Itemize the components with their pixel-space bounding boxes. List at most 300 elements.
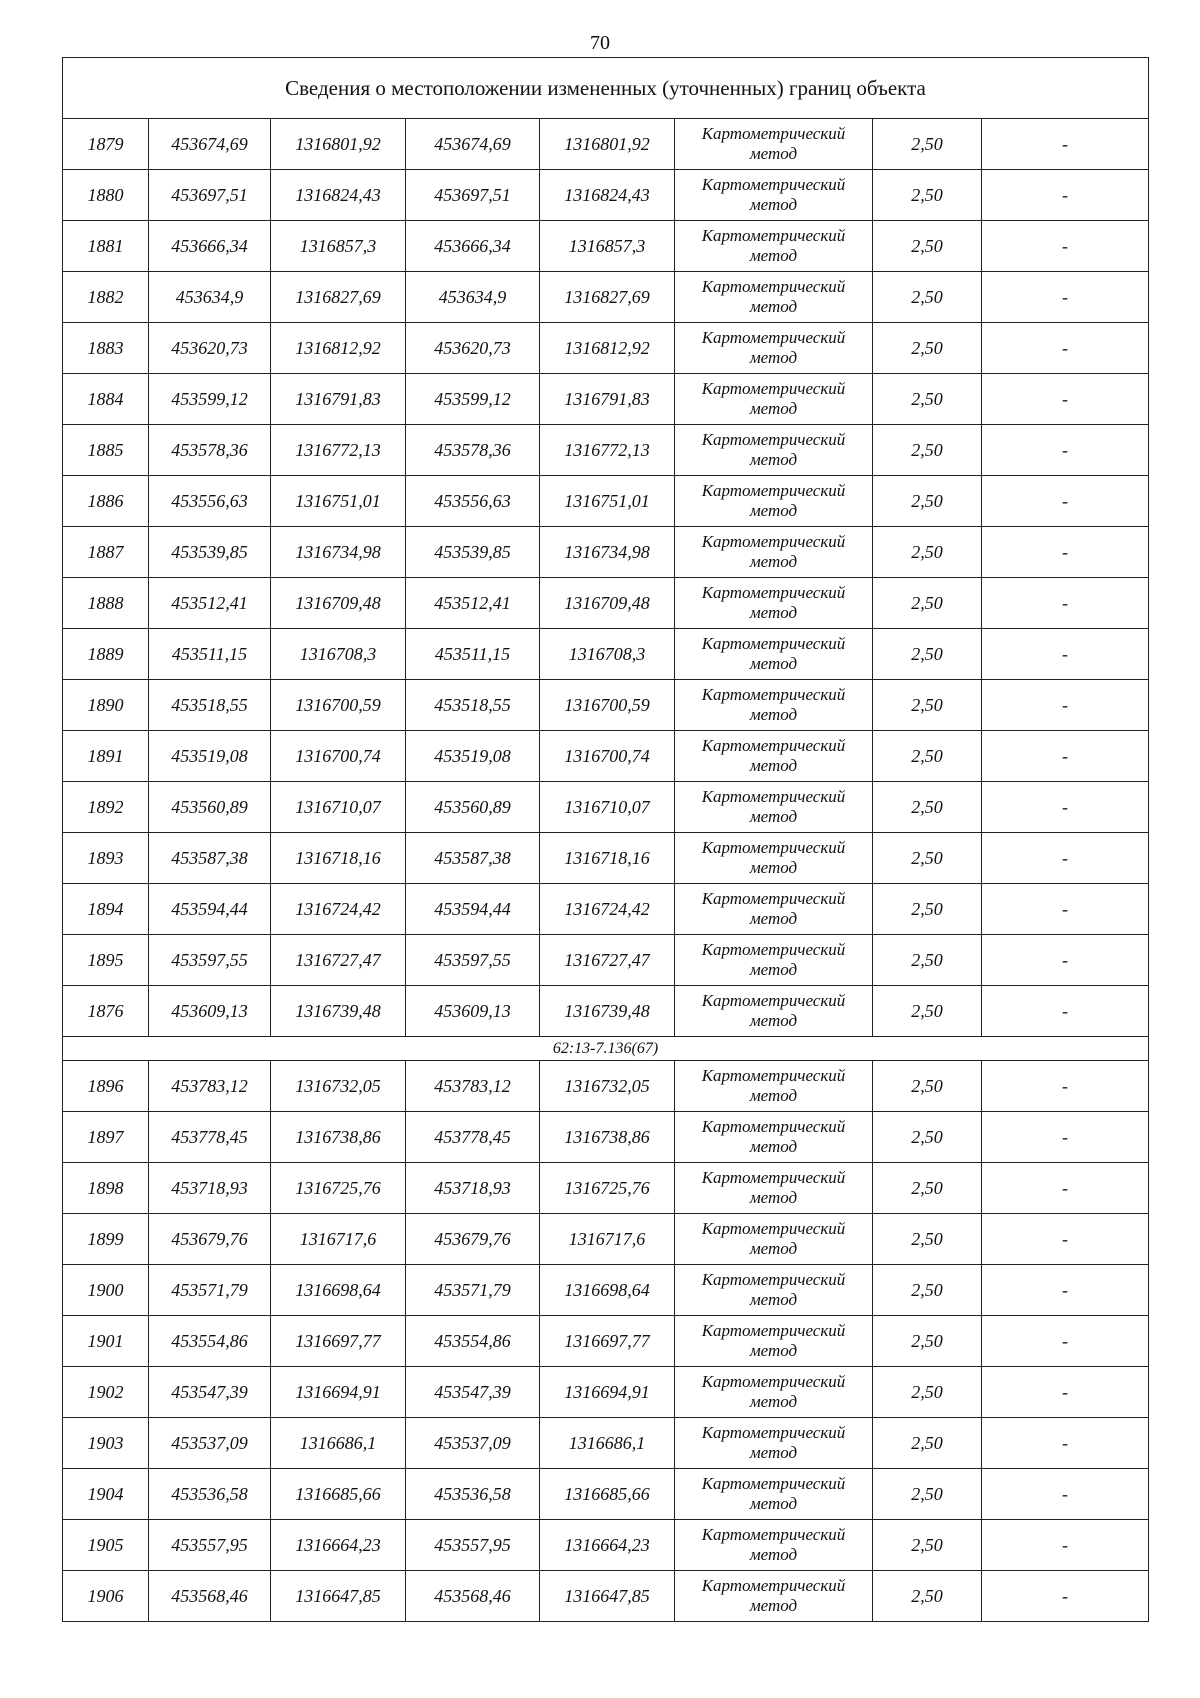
method-line-2: метод	[749, 858, 798, 877]
note-cell: -	[982, 1469, 1149, 1520]
y-new-cell: 1316732,05	[540, 1061, 675, 1112]
point-number-cell: 1896	[63, 1061, 149, 1112]
note-cell: -	[982, 1265, 1149, 1316]
y-new-cell: 1316727,47	[540, 935, 675, 986]
x-new-cell: 453778,45	[406, 1112, 540, 1163]
method-line-2: метод	[749, 654, 798, 673]
method-cell	[675, 476, 873, 527]
table-row	[63, 1418, 1149, 1469]
method-line-1: Картометрический	[701, 940, 846, 959]
point-number-cell: 1876	[63, 986, 149, 1037]
x-old-cell: 453578,36	[149, 425, 271, 476]
table-row	[63, 1316, 1149, 1367]
x-new-cell: 453620,73	[406, 323, 540, 374]
method-cell	[675, 629, 873, 680]
x-new-cell: 453511,15	[406, 629, 540, 680]
x-new-cell: 453557,95	[406, 1520, 540, 1571]
note-cell: -	[982, 1214, 1149, 1265]
method-line-1: Картометрический	[701, 1117, 846, 1136]
point-number-cell: 1881	[63, 221, 149, 272]
method-cell	[675, 119, 873, 170]
y-new-cell: 1316718,16	[540, 833, 675, 884]
point-number-cell: 1885	[63, 425, 149, 476]
method-line-2: метод	[749, 552, 798, 571]
method-cell	[675, 1367, 873, 1418]
x-old-cell: 453718,93	[149, 1163, 271, 1214]
x-old-cell: 453512,41	[149, 578, 271, 629]
y-new-cell: 1316647,85	[540, 1571, 675, 1622]
y-new-cell: 1316710,07	[540, 782, 675, 833]
x-new-cell: 453518,55	[406, 680, 540, 731]
method-line-1: Картометрический	[701, 430, 846, 449]
x-old-cell: 453560,89	[149, 782, 271, 833]
method-line-2: метод	[749, 807, 798, 826]
x-old-cell: 453537,09	[149, 1418, 271, 1469]
method-line-1: Картометрический	[701, 532, 846, 551]
table-row	[63, 935, 1149, 986]
method-line-1: Картометрический	[701, 1321, 846, 1340]
method-cell	[675, 833, 873, 884]
y-new-cell: 1316734,98	[540, 527, 675, 578]
note-cell: -	[982, 629, 1149, 680]
table-row	[63, 119, 1149, 170]
method-line-2: метод	[749, 1011, 798, 1030]
note-cell: -	[982, 527, 1149, 578]
note-cell: -	[982, 323, 1149, 374]
note-cell: -	[982, 272, 1149, 323]
y-old-cell: 1316685,66	[271, 1469, 406, 1520]
note-cell: -	[982, 1163, 1149, 1214]
note-cell: -	[982, 170, 1149, 221]
method-cell	[675, 1469, 873, 1520]
y-new-cell: 1316772,13	[540, 425, 675, 476]
method-cell	[675, 1061, 873, 1112]
y-old-cell: 1316698,64	[271, 1265, 406, 1316]
method-line-2: метод	[749, 297, 798, 316]
y-new-cell: 1316739,48	[540, 986, 675, 1037]
y-old-cell: 1316827,69	[271, 272, 406, 323]
x-old-cell: 453783,12	[149, 1061, 271, 1112]
y-new-cell: 1316708,3	[540, 629, 675, 680]
method-cell	[675, 1214, 873, 1265]
x-new-cell: 453547,39	[406, 1367, 540, 1418]
method-line-2: метод	[749, 1545, 798, 1564]
table-row	[63, 221, 1149, 272]
x-old-cell: 453557,95	[149, 1520, 271, 1571]
point-number-cell: 1900	[63, 1265, 149, 1316]
accuracy-cell: 2,50	[873, 527, 982, 578]
x-old-cell: 453594,44	[149, 884, 271, 935]
x-new-cell: 453783,12	[406, 1061, 540, 1112]
x-old-cell: 453697,51	[149, 170, 271, 221]
method-line-1: Картометрический	[701, 634, 846, 653]
method-line-1: Картометрический	[701, 1474, 846, 1493]
point-number-cell: 1889	[63, 629, 149, 680]
x-old-cell: 453568,46	[149, 1571, 271, 1622]
y-old-cell: 1316812,92	[271, 323, 406, 374]
point-number-cell: 1895	[63, 935, 149, 986]
accuracy-cell: 2,50	[873, 680, 982, 731]
point-number-cell: 1887	[63, 527, 149, 578]
y-new-cell: 1316751,01	[540, 476, 675, 527]
x-new-cell: 453587,38	[406, 833, 540, 884]
method-line-1: Картометрический	[701, 838, 846, 857]
method-line-1: Картометрический	[701, 1270, 846, 1289]
accuracy-cell: 2,50	[873, 119, 982, 170]
accuracy-cell: 2,50	[873, 170, 982, 221]
y-old-cell: 1316772,13	[271, 425, 406, 476]
point-number-cell: 1888	[63, 578, 149, 629]
accuracy-cell: 2,50	[873, 1112, 982, 1163]
y-new-cell: 1316801,92	[540, 119, 675, 170]
x-new-cell: 453634,9	[406, 272, 540, 323]
note-cell: -	[982, 1520, 1149, 1571]
note-cell: -	[982, 884, 1149, 935]
table-title-row	[63, 58, 1149, 119]
note-cell: -	[982, 1061, 1149, 1112]
accuracy-cell: 2,50	[873, 476, 982, 527]
method-cell	[675, 986, 873, 1037]
method-line-2: метод	[749, 399, 798, 418]
accuracy-cell: 2,50	[873, 833, 982, 884]
point-number-cell: 1879	[63, 119, 149, 170]
method-line-2: метод	[749, 1290, 798, 1309]
y-old-cell: 1316824,43	[271, 170, 406, 221]
note-cell: -	[982, 986, 1149, 1037]
method-cell	[675, 1265, 873, 1316]
y-new-cell: 1316724,42	[540, 884, 675, 935]
point-number-cell: 1894	[63, 884, 149, 935]
y-new-cell: 1316812,92	[540, 323, 675, 374]
table-row	[63, 1571, 1149, 1622]
y-old-cell: 1316718,16	[271, 833, 406, 884]
x-new-cell: 453594,44	[406, 884, 540, 935]
x-old-cell: 453518,55	[149, 680, 271, 731]
table-row	[63, 680, 1149, 731]
accuracy-cell: 2,50	[873, 425, 982, 476]
table-row	[63, 578, 1149, 629]
y-new-cell: 1316694,91	[540, 1367, 675, 1418]
method-line-2: метод	[749, 348, 798, 367]
table-row	[63, 425, 1149, 476]
method-line-2: метод	[749, 1188, 798, 1207]
y-new-cell: 1316827,69	[540, 272, 675, 323]
y-new-cell: 1316686,1	[540, 1418, 675, 1469]
table-row	[63, 1061, 1149, 1112]
method-line-1: Картометрический	[701, 328, 846, 347]
note-cell: -	[982, 221, 1149, 272]
y-old-cell: 1316751,01	[271, 476, 406, 527]
method-line-1: Картометрический	[701, 1219, 846, 1238]
table-row	[63, 527, 1149, 578]
method-cell	[675, 170, 873, 221]
section-label: 62:13-7.136(67)	[63, 1037, 1149, 1061]
method-line-1: Картометрический	[701, 226, 846, 245]
y-old-cell: 1316732,05	[271, 1061, 406, 1112]
method-line-2: метод	[749, 144, 798, 163]
point-number-cell: 1884	[63, 374, 149, 425]
x-old-cell: 453539,85	[149, 527, 271, 578]
y-old-cell: 1316700,59	[271, 680, 406, 731]
y-old-cell: 1316734,98	[271, 527, 406, 578]
note-cell: -	[982, 119, 1149, 170]
note-cell: -	[982, 425, 1149, 476]
method-line-1: Картометрический	[701, 685, 846, 704]
point-number-cell: 1899	[63, 1214, 149, 1265]
table-row	[63, 782, 1149, 833]
y-old-cell: 1316710,07	[271, 782, 406, 833]
y-new-cell: 1316698,64	[540, 1265, 675, 1316]
accuracy-cell: 2,50	[873, 578, 982, 629]
accuracy-cell: 2,50	[873, 272, 982, 323]
y-old-cell: 1316700,74	[271, 731, 406, 782]
x-old-cell: 453634,9	[149, 272, 271, 323]
x-new-cell: 453679,76	[406, 1214, 540, 1265]
x-new-cell: 453597,55	[406, 935, 540, 986]
y-old-cell: 1316724,42	[271, 884, 406, 935]
method-line-1: Картометрический	[701, 481, 846, 500]
table-title: Сведения о местоположении измененных (уточненных) границ объекта	[63, 58, 1149, 119]
point-number-cell: 1882	[63, 272, 149, 323]
point-number-cell: 1891	[63, 731, 149, 782]
y-new-cell: 1316700,59	[540, 680, 675, 731]
y-old-cell: 1316664,23	[271, 1520, 406, 1571]
x-old-cell: 453587,38	[149, 833, 271, 884]
method-cell	[675, 1316, 873, 1367]
boundary-coordinates-table	[62, 57, 1149, 1622]
note-cell: -	[982, 680, 1149, 731]
x-old-cell: 453554,86	[149, 1316, 271, 1367]
y-old-cell: 1316738,86	[271, 1112, 406, 1163]
x-new-cell: 453512,41	[406, 578, 540, 629]
accuracy-cell: 2,50	[873, 1418, 982, 1469]
x-new-cell: 453674,69	[406, 119, 540, 170]
method-line-1: Картометрический	[701, 991, 846, 1010]
method-line-2: метод	[749, 1443, 798, 1462]
note-cell: -	[982, 782, 1149, 833]
method-cell	[675, 1520, 873, 1571]
table-row	[63, 833, 1149, 884]
method-cell	[675, 1112, 873, 1163]
method-line-1: Картометрический	[701, 583, 846, 602]
point-number-cell: 1883	[63, 323, 149, 374]
x-old-cell: 453778,45	[149, 1112, 271, 1163]
method-line-1: Картометрический	[701, 175, 846, 194]
y-old-cell: 1316791,83	[271, 374, 406, 425]
method-cell	[675, 527, 873, 578]
method-line-2: метод	[749, 1341, 798, 1360]
y-old-cell: 1316727,47	[271, 935, 406, 986]
method-line-2: метод	[749, 501, 798, 520]
point-number-cell: 1890	[63, 680, 149, 731]
x-old-cell: 453597,55	[149, 935, 271, 986]
accuracy-cell: 2,50	[873, 1163, 982, 1214]
accuracy-cell: 2,50	[873, 221, 982, 272]
method-line-2: метод	[749, 246, 798, 265]
x-new-cell: 453697,51	[406, 170, 540, 221]
x-old-cell: 453536,58	[149, 1469, 271, 1520]
method-line-2: метод	[749, 756, 798, 775]
method-line-1: Картометрический	[701, 889, 846, 908]
x-new-cell: 453666,34	[406, 221, 540, 272]
accuracy-cell: 2,50	[873, 1367, 982, 1418]
y-new-cell: 1316685,66	[540, 1469, 675, 1520]
note-cell: -	[982, 935, 1149, 986]
point-number-cell: 1880	[63, 170, 149, 221]
table-row	[63, 731, 1149, 782]
x-old-cell: 453571,79	[149, 1265, 271, 1316]
method-line-2: метод	[749, 603, 798, 622]
point-number-cell: 1906	[63, 1571, 149, 1622]
method-line-2: метод	[749, 1596, 798, 1615]
point-number-cell: 1897	[63, 1112, 149, 1163]
table-row	[63, 884, 1149, 935]
y-new-cell: 1316709,48	[540, 578, 675, 629]
accuracy-cell: 2,50	[873, 1316, 982, 1367]
table-row	[63, 1469, 1149, 1520]
x-old-cell: 453511,15	[149, 629, 271, 680]
x-new-cell: 453560,89	[406, 782, 540, 833]
method-line-1: Картометрический	[701, 1525, 846, 1544]
method-line-2: метод	[749, 960, 798, 979]
y-old-cell: 1316725,76	[271, 1163, 406, 1214]
x-old-cell: 453679,76	[149, 1214, 271, 1265]
table-row	[63, 476, 1149, 527]
y-old-cell: 1316717,6	[271, 1214, 406, 1265]
accuracy-cell: 2,50	[873, 374, 982, 425]
y-old-cell: 1316708,3	[271, 629, 406, 680]
note-cell: -	[982, 1112, 1149, 1163]
y-new-cell: 1316725,76	[540, 1163, 675, 1214]
y-old-cell: 1316697,77	[271, 1316, 406, 1367]
table-body	[63, 58, 1149, 1622]
point-number-cell: 1886	[63, 476, 149, 527]
point-number-cell: 1904	[63, 1469, 149, 1520]
method-cell	[675, 731, 873, 782]
accuracy-cell: 2,50	[873, 731, 982, 782]
note-cell: -	[982, 1367, 1149, 1418]
method-cell	[675, 323, 873, 374]
method-line-2: метод	[749, 195, 798, 214]
method-cell	[675, 935, 873, 986]
accuracy-cell: 2,50	[873, 1571, 982, 1622]
x-new-cell: 453556,63	[406, 476, 540, 527]
y-new-cell: 1316664,23	[540, 1520, 675, 1571]
method-line-1: Картометрический	[701, 124, 846, 143]
note-cell: -	[982, 578, 1149, 629]
accuracy-cell: 2,50	[873, 323, 982, 374]
accuracy-cell: 2,50	[873, 1061, 982, 1112]
y-new-cell: 1316717,6	[540, 1214, 675, 1265]
note-cell: -	[982, 374, 1149, 425]
point-number-cell: 1903	[63, 1418, 149, 1469]
x-new-cell: 453578,36	[406, 425, 540, 476]
x-old-cell: 453666,34	[149, 221, 271, 272]
table-row	[63, 986, 1149, 1037]
y-new-cell: 1316738,86	[540, 1112, 675, 1163]
method-line-2: метод	[749, 1494, 798, 1513]
x-new-cell: 453519,08	[406, 731, 540, 782]
table-row	[63, 1367, 1149, 1418]
method-line-2: метод	[749, 1137, 798, 1156]
note-cell: -	[982, 476, 1149, 527]
point-number-cell: 1893	[63, 833, 149, 884]
table-row	[63, 1163, 1149, 1214]
table-row	[63, 374, 1149, 425]
accuracy-cell: 2,50	[873, 1520, 982, 1571]
y-old-cell: 1316739,48	[271, 986, 406, 1037]
method-line-2: метод	[749, 1392, 798, 1411]
y-new-cell: 1316857,3	[540, 221, 675, 272]
x-new-cell: 453536,58	[406, 1469, 540, 1520]
accuracy-cell: 2,50	[873, 935, 982, 986]
y-old-cell: 1316801,92	[271, 119, 406, 170]
y-old-cell: 1316647,85	[271, 1571, 406, 1622]
method-line-2: метод	[749, 1239, 798, 1258]
x-old-cell: 453674,69	[149, 119, 271, 170]
accuracy-cell: 2,50	[873, 782, 982, 833]
method-cell	[675, 1163, 873, 1214]
method-line-2: метод	[749, 1086, 798, 1105]
method-line-2: метод	[749, 705, 798, 724]
x-old-cell: 453609,13	[149, 986, 271, 1037]
y-new-cell: 1316824,43	[540, 170, 675, 221]
x-old-cell: 453556,63	[149, 476, 271, 527]
x-old-cell: 453547,39	[149, 1367, 271, 1418]
y-old-cell: 1316686,1	[271, 1418, 406, 1469]
method-cell	[675, 272, 873, 323]
accuracy-cell: 2,50	[873, 1469, 982, 1520]
y-old-cell: 1316709,48	[271, 578, 406, 629]
method-line-1: Картометрический	[701, 1168, 846, 1187]
note-cell: -	[982, 1316, 1149, 1367]
method-cell	[675, 578, 873, 629]
method-cell	[675, 884, 873, 935]
method-line-1: Картометрический	[701, 1576, 846, 1595]
point-number-cell: 1892	[63, 782, 149, 833]
note-cell: -	[982, 1571, 1149, 1622]
method-cell	[675, 374, 873, 425]
method-line-2: метод	[749, 909, 798, 928]
method-line-1: Картометрический	[701, 1372, 846, 1391]
point-number-cell: 1902	[63, 1367, 149, 1418]
x-new-cell: 453537,09	[406, 1418, 540, 1469]
x-new-cell: 453571,79	[406, 1265, 540, 1316]
x-old-cell: 453599,12	[149, 374, 271, 425]
y-new-cell: 1316791,83	[540, 374, 675, 425]
method-cell	[675, 680, 873, 731]
point-number-cell: 1905	[63, 1520, 149, 1571]
table-row	[63, 1112, 1149, 1163]
method-line-1: Картометрический	[701, 1423, 846, 1442]
note-cell: -	[982, 1418, 1149, 1469]
point-number-cell: 1898	[63, 1163, 149, 1214]
note-cell: -	[982, 731, 1149, 782]
method-cell	[675, 1571, 873, 1622]
method-cell	[675, 782, 873, 833]
x-old-cell: 453519,08	[149, 731, 271, 782]
point-number-cell: 1901	[63, 1316, 149, 1367]
table-row	[63, 1214, 1149, 1265]
table-row	[63, 272, 1149, 323]
method-line-1: Картометрический	[701, 736, 846, 755]
method-line-1: Картометрический	[701, 379, 846, 398]
accuracy-cell: 2,50	[873, 884, 982, 935]
y-old-cell: 1316694,91	[271, 1367, 406, 1418]
method-line-2: метод	[749, 450, 798, 469]
x-new-cell: 453554,86	[406, 1316, 540, 1367]
table-row	[63, 1265, 1149, 1316]
